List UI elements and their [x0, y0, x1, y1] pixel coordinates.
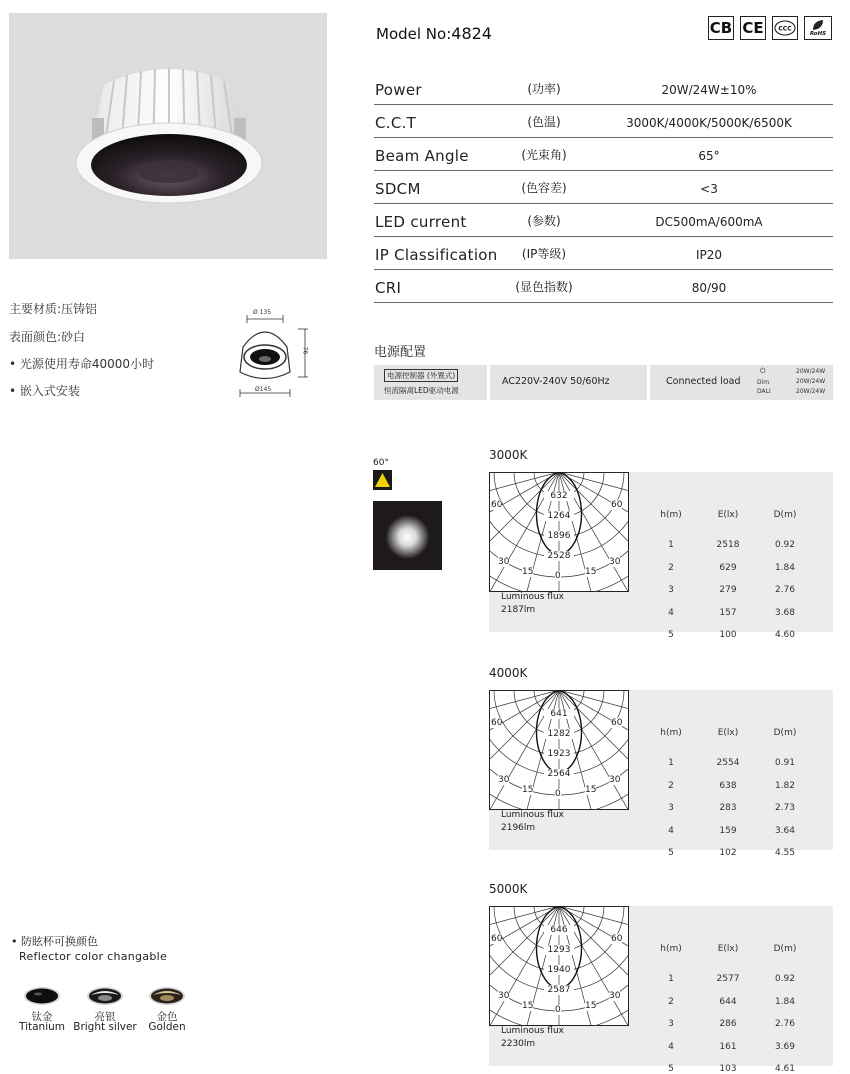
- reflector-golden-cn: 金色: [156, 1011, 178, 1023]
- photometric-cell: 4: [668, 607, 674, 618]
- controller-label: 电源控制器 (外置式): [384, 369, 458, 382]
- polar-ring-label: 1282: [544, 729, 574, 739]
- downlight-image: [9, 13, 327, 259]
- beam-spot-image: [373, 501, 442, 570]
- beam-cone-icon: [373, 470, 392, 490]
- photometric-cell: 2577: [716, 974, 740, 984]
- reflector-golden-en: Golden: [148, 1021, 186, 1033]
- spec-label-cn: (色温): [527, 115, 561, 129]
- photometric-cell: 5: [668, 1064, 674, 1074]
- cct-title: 4000K: [489, 666, 528, 680]
- feature-lifetime: • 光源使用寿命40000小时: [9, 357, 155, 371]
- cb-cert-icon: CB: [708, 16, 734, 40]
- photometric-cell: 2.76: [774, 585, 796, 595]
- reflector-swatch-titanium: [23, 986, 61, 1010]
- voltage-value: AC220V-240V 50/60Hz: [502, 376, 610, 387]
- polar-axis-label: 15: [522, 785, 534, 795]
- spec-label: Beam Angle: [375, 147, 469, 165]
- photometric-cell: 2518: [716, 540, 740, 550]
- luminous-flux-value: 2196lm: [501, 823, 536, 833]
- polar-ring-label: 632: [544, 491, 574, 501]
- dim-height: 76: [301, 346, 309, 355]
- polar-ring-label: 1923: [544, 749, 574, 759]
- polar-axis-label: 30: [609, 557, 621, 567]
- spec-row: [374, 204, 833, 237]
- spec-label-cn: (色容差): [521, 181, 567, 195]
- spec-value: <3: [700, 182, 718, 196]
- svg-text:CCC: CCC: [778, 25, 792, 33]
- dim-mode-value: 20W/24W: [796, 378, 826, 385]
- spec-label-cn: (IP等级): [521, 247, 567, 261]
- load-label: Connected load: [666, 376, 741, 387]
- polar-axis-label: 30: [498, 775, 510, 785]
- spec-label: IP Classification: [375, 246, 498, 264]
- spec-label-cn: (功率): [527, 82, 561, 96]
- spec-value: 20W/24W±10%: [661, 83, 757, 97]
- dali-mode-label: DALI: [757, 388, 771, 395]
- polar-axis-label: 15: [585, 785, 597, 795]
- polar-axis-label: 30: [498, 557, 510, 567]
- ccc-mark-icon: [774, 20, 796, 36]
- photometric-cell: 0.92: [774, 974, 796, 984]
- dali-mode-value: 20W/24W: [796, 388, 826, 395]
- polar-ring-label: 2564: [544, 769, 574, 779]
- photometric-cell: 2: [668, 562, 674, 573]
- reflector-silver-cn: 亮银: [94, 1011, 116, 1023]
- luminous-flux-value: 2230lm: [501, 1039, 536, 1049]
- photometric-header: h(m): [660, 510, 682, 520]
- luminous-flux-value: 2187lm: [501, 605, 536, 615]
- polar-ring-label: 1293: [544, 945, 574, 955]
- spec-value: DC500mA/600mA: [655, 215, 763, 229]
- spec-label: C.C.T: [375, 114, 417, 132]
- photometric-cell: 286: [719, 1019, 737, 1029]
- feature-material: 主要材质:压铸铝: [9, 302, 98, 316]
- dimension-drawing: [235, 307, 315, 399]
- spec-divider: [374, 302, 833, 303]
- photometric-cell: 0.91: [774, 758, 796, 768]
- photometric-cell: 1.82: [774, 780, 796, 791]
- reflector-silver-en: Bright silver: [73, 1021, 137, 1033]
- polar-axis-label: 60: [611, 500, 623, 510]
- photometric-header: D(m): [773, 510, 797, 520]
- polar-axis-label: 15: [585, 1001, 597, 1011]
- luminous-flux-box: [489, 810, 629, 850]
- photometric-cell: 159: [719, 825, 737, 836]
- polar-axis-label: 60: [611, 718, 623, 728]
- photometric-cell: 1.84: [774, 562, 796, 573]
- photometric-header: E(lx): [717, 728, 739, 738]
- spec-label-cn: (光束角): [521, 148, 567, 162]
- spec-label: Power: [375, 81, 422, 99]
- photometric-cell: 1: [668, 540, 674, 550]
- luminous-flux-box: [489, 592, 629, 632]
- photometric-cell: 2: [668, 996, 674, 1007]
- photometric-cell: 0.92: [774, 540, 796, 550]
- power-mode-icon: ⏻: [760, 367, 766, 375]
- photometric-cell: 644: [719, 996, 737, 1007]
- photometric-header: h(m): [660, 944, 682, 954]
- cct-title: 5000K: [489, 882, 528, 896]
- photometric-header: E(lx): [717, 510, 739, 520]
- polar-axis-label: 60: [491, 500, 503, 510]
- photometric-cell: 2.76: [774, 1019, 796, 1029]
- reflector-title: • 防眩杯可换颜色: [11, 935, 98, 948]
- polar-axis-label: 15: [522, 567, 534, 577]
- luminous-flux-label: Luminous flux: [501, 810, 564, 820]
- photometric-cell: 1: [668, 758, 674, 768]
- reflector-subtitle: Reflector color changable: [19, 950, 168, 963]
- photometric-cell: 2: [668, 780, 674, 791]
- illuminance-table: [629, 906, 833, 1074]
- photometric-cell: 4: [668, 825, 674, 836]
- polar-ring-label: 2528: [544, 551, 574, 561]
- photometric-cell: 2.73: [774, 803, 796, 813]
- photometric-cell: 102: [719, 848, 737, 858]
- photometric-cell: 103: [719, 1064, 737, 1074]
- polar-ring-label: 1264: [544, 511, 574, 521]
- polar-axis-label: 60: [491, 718, 503, 728]
- reflector-titanium-cn: 钛金: [31, 1011, 53, 1023]
- photometric-cell: 3.64: [774, 825, 796, 836]
- spec-label-cn: (参数): [527, 214, 561, 228]
- photometric-cell: 1.84: [774, 996, 796, 1007]
- model-number: [376, 24, 492, 43]
- spec-label-cn: (显色指数): [515, 280, 573, 294]
- reflector-swatch-golden: [148, 986, 186, 1010]
- cct-title: 3000K: [489, 448, 528, 462]
- photometric-cell: 5: [668, 848, 674, 858]
- photometric-cell: 4.55: [774, 848, 796, 858]
- luminous-flux-label: Luminous flux: [501, 592, 564, 602]
- feature-color: 表面颜色:砂白: [9, 330, 86, 344]
- spec-value: 3000K/4000K/5000K/6500K: [626, 116, 792, 130]
- power-controller-box: [374, 365, 487, 400]
- spec-label: CRI: [375, 279, 402, 297]
- polar-ring-label: 646: [544, 925, 574, 935]
- polar-ring-label: 2587: [544, 985, 574, 995]
- model-value: 4824: [451, 24, 492, 43]
- spec-value: 65°: [698, 149, 720, 163]
- photometric-header: E(lx): [717, 944, 739, 954]
- photometric-cell: 638: [719, 780, 737, 791]
- polar-axis-label: 30: [609, 775, 621, 785]
- leaf-icon: [811, 19, 825, 31]
- spec-value: 80/90: [691, 281, 727, 295]
- polar-axis-label: 0: [555, 1005, 561, 1015]
- photometric-header: D(m): [773, 944, 797, 954]
- photometric-cell: 5: [668, 630, 674, 640]
- spec-row: [374, 237, 833, 270]
- dim-top: Ø 135: [253, 309, 272, 316]
- illuminance-table: [629, 690, 833, 858]
- spec-row: [374, 72, 833, 105]
- dim-mode-label: Dim: [757, 379, 770, 386]
- photometric-cell: 100: [719, 630, 737, 640]
- model-label: Model No:: [376, 25, 452, 43]
- power-voltage-box: [490, 365, 647, 400]
- polar-axis-label: 0: [555, 789, 561, 799]
- rohs-cert-icon: RoHS: [804, 16, 832, 40]
- spec-row: [374, 138, 833, 171]
- luminous-flux-box: [489, 1026, 629, 1066]
- photometric-cell: 3: [668, 1019, 674, 1029]
- polar-axis-label: 30: [609, 991, 621, 1001]
- polar-ring-label: 641: [544, 709, 574, 719]
- spec-value: IP20: [695, 248, 723, 262]
- photometric-cell: 629: [719, 562, 737, 573]
- reflector-swatch-bright-silver: [86, 986, 124, 1010]
- photometric-cell: 283: [719, 803, 737, 813]
- spec-label: LED current: [375, 213, 467, 231]
- dim-bottom: Ø145: [255, 386, 272, 393]
- photometric-header: h(m): [660, 728, 682, 738]
- spec-row: [374, 105, 833, 138]
- power-load-box: [650, 365, 833, 400]
- feature-install: • 嵌入式安装: [9, 384, 80, 398]
- beam-angle-label: 60°: [373, 458, 389, 468]
- driver-label: 恒流隔离LED驱动电源: [384, 386, 459, 395]
- photometric-cell: 1: [668, 974, 674, 984]
- photometric-cell: 4.61: [774, 1064, 796, 1074]
- photometric-cell: 3.68: [774, 607, 796, 618]
- reflector-titanium-en: Titanium: [18, 1021, 65, 1033]
- polar-axis-label: 60: [491, 934, 503, 944]
- polar-axis-label: 15: [585, 567, 597, 577]
- ce-cert-icon: CE: [740, 16, 766, 40]
- photometric-cell: 2554: [716, 758, 740, 768]
- spec-row: [374, 270, 833, 303]
- photometric-cell: 3.69: [774, 1041, 796, 1052]
- photometric-cell: 3: [668, 803, 674, 813]
- spec-row: [374, 171, 833, 204]
- polar-axis-label: 30: [498, 991, 510, 1001]
- product-photo: [9, 13, 327, 259]
- polar-axis-label: 0: [555, 571, 561, 581]
- photometric-cell: 4.60: [774, 630, 796, 640]
- illuminance-table: [629, 472, 833, 640]
- photometric-cell: 161: [719, 1041, 737, 1052]
- ccc-cert-icon: [772, 16, 798, 40]
- polar-axis-label: 15: [522, 1001, 534, 1011]
- photometric-cell: 4: [668, 1041, 674, 1052]
- polar-ring-label: 1896: [544, 531, 574, 541]
- photometric-cell: 3: [668, 585, 674, 595]
- polar-axis-label: 60: [611, 934, 623, 944]
- power-mode-value: 20W/24W: [796, 368, 826, 375]
- polar-ring-label: 1940: [544, 965, 574, 975]
- photometric-header: D(m): [773, 728, 797, 738]
- spec-label: SDCM: [375, 180, 421, 198]
- luminous-flux-label: Luminous flux: [501, 1026, 564, 1036]
- photometric-cell: 279: [719, 585, 737, 595]
- power-config-title: 电源配置: [374, 345, 427, 360]
- photometric-cell: 157: [719, 607, 737, 618]
